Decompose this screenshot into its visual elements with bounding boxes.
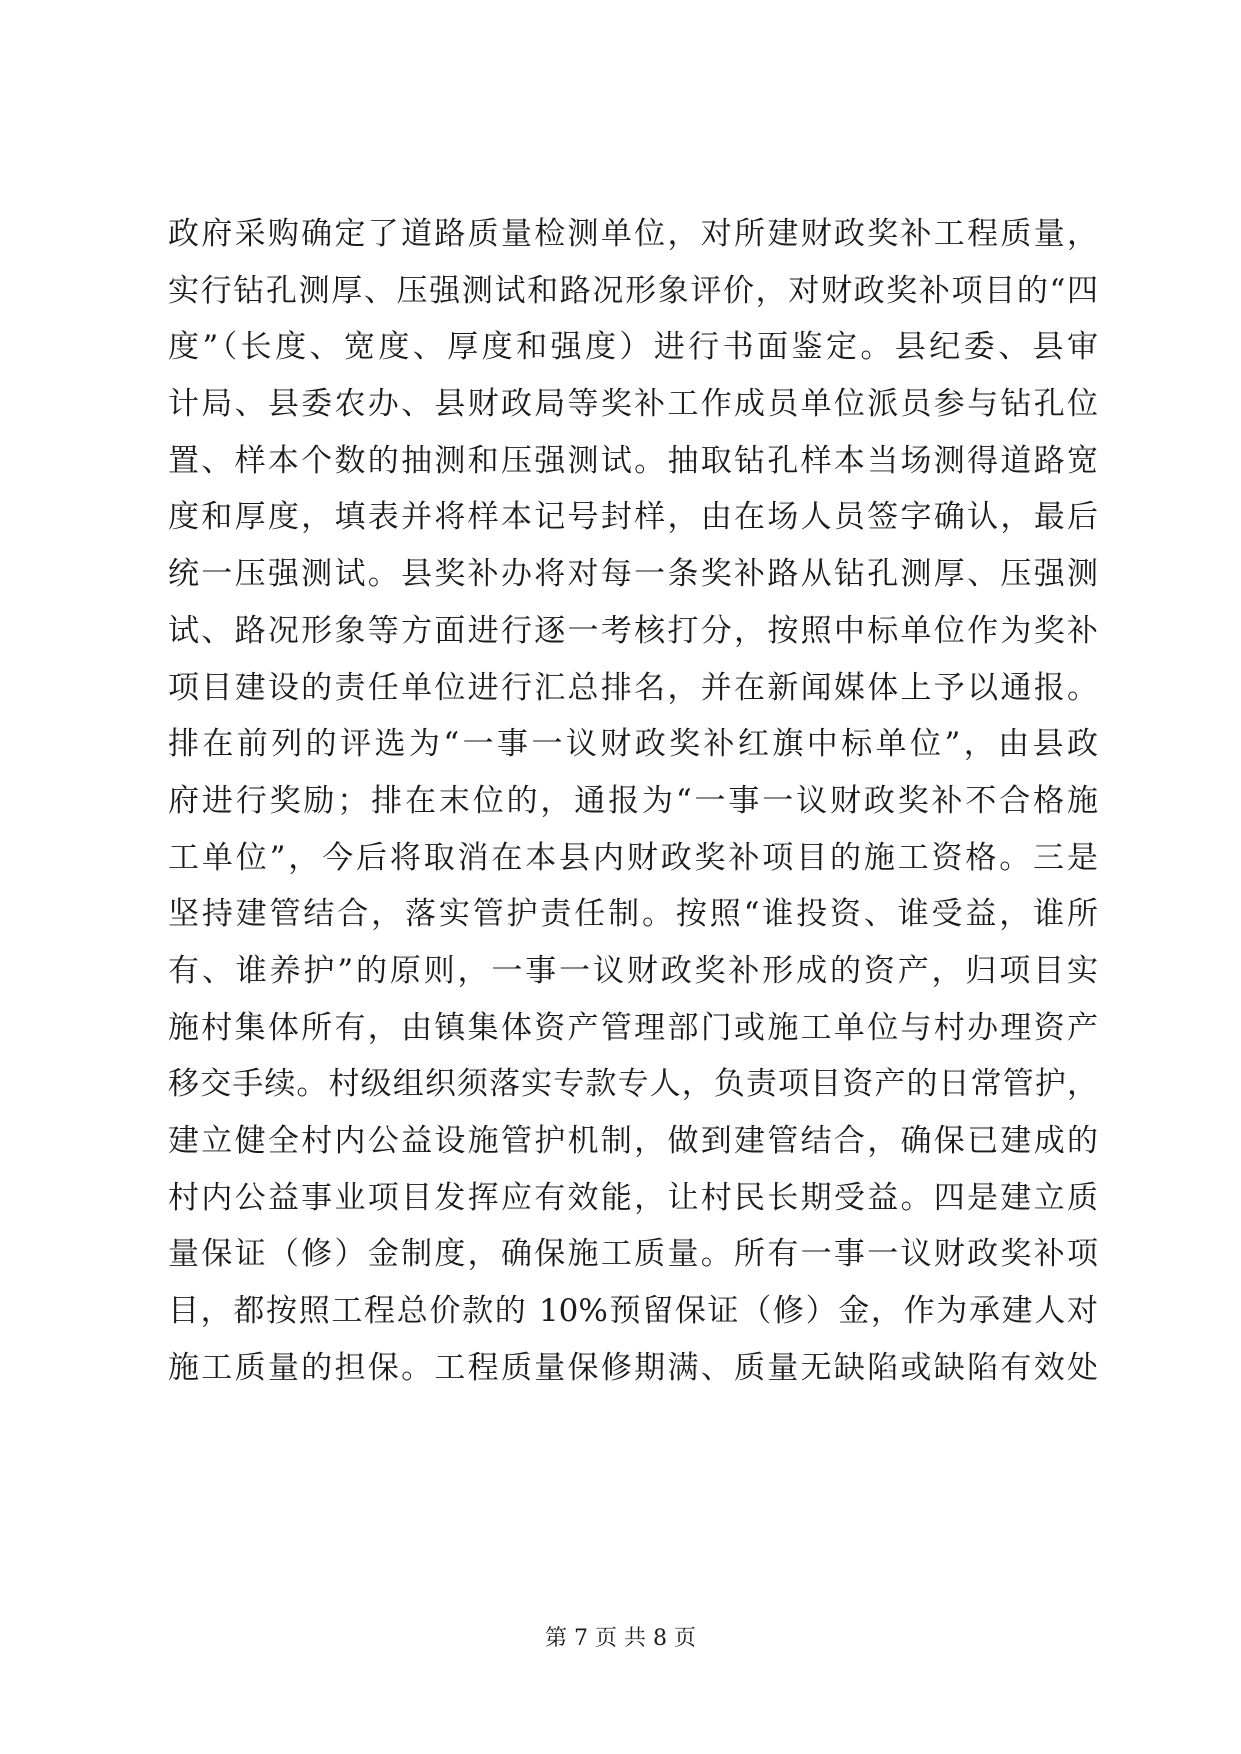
text-line: 移交手续。村级组织须落实专款专人，负责项目资产的日常管护，: [168, 1066, 1098, 1103]
text-line: 坚持建管结合，落实管护责任制。按照“谁投资、谁受益，谁所: [168, 896, 1098, 933]
body-text: [168, 206, 1098, 1396]
text-line: 置、样本个数的抽测和压强测试。抽取钻孔样本当场测得道路宽: [168, 442, 1098, 479]
text-line: 统一压强测试。县奖补办将对每一条奖补路从钻孔测厚、压强测: [168, 556, 1098, 593]
text-line: 府进行奖励；排在末位的，通报为“一事一议财政奖补不合格施: [168, 782, 1098, 819]
text-line: 建立健全村内公益设施管护机制，做到建管结合，确保已建成的: [168, 1123, 1098, 1159]
text-line: 试、路况形象等方面进行逐一考核打分，按照中标单位作为奖补: [168, 612, 1098, 649]
text-line: 量保证（修）金制度，确保施工质量。所有一事一议财政奖补项: [168, 1236, 1098, 1273]
text-line: 度和厚度，填表并将样本记号封样，由在场人员签字确认，最后: [168, 499, 1098, 536]
text-line: 工单位”，今后将取消在本县内财政奖补项目的施工资格。三是: [168, 839, 1098, 876]
text-line: 政府采购确定了道路质量检测单位，对所建财政奖补工程质量，: [168, 216, 1098, 252]
text-line: 有、谁养护”的原则，一事一议财政奖补形成的资产，归项目实: [168, 952, 1098, 989]
text-line: 实行钻孔测厚、压强测试和路况形象评价，对财政奖补项目的“四: [168, 272, 1098, 309]
text-line: 目，都按照工程总价款的 10%预留保证（修）金，作为承建人对: [168, 1293, 1098, 1330]
text-line: 项目建设的责任单位进行汇总排名，并在新闻媒体上予以通报。: [168, 669, 1098, 706]
text-line: 村内公益事业项目发挥应有效能，让村民长期受益。四是建立质: [168, 1179, 1098, 1216]
text-line: 施工质量的担保。工程质量保修期满、质量无缺陷或缺陷有效处: [168, 1349, 1098, 1386]
text-line: 计局、县委农办、县财政局等奖补工作成员单位派员参与钻孔位: [168, 386, 1098, 423]
page-number-footer: 第 7 页 共 8 页: [545, 1626, 696, 1651]
text-line: 施村集体所有，由镇集体资产管理部门或施工单位与村办理资产: [168, 1009, 1098, 1046]
text-line: 排在前列的评选为“一事一议财政奖补红旗中标单位”，由县政: [168, 726, 1098, 763]
text-line: 度”（长度、宽度、厚度和强度）进行书面鉴定。县纪委、县审: [168, 329, 1098, 366]
